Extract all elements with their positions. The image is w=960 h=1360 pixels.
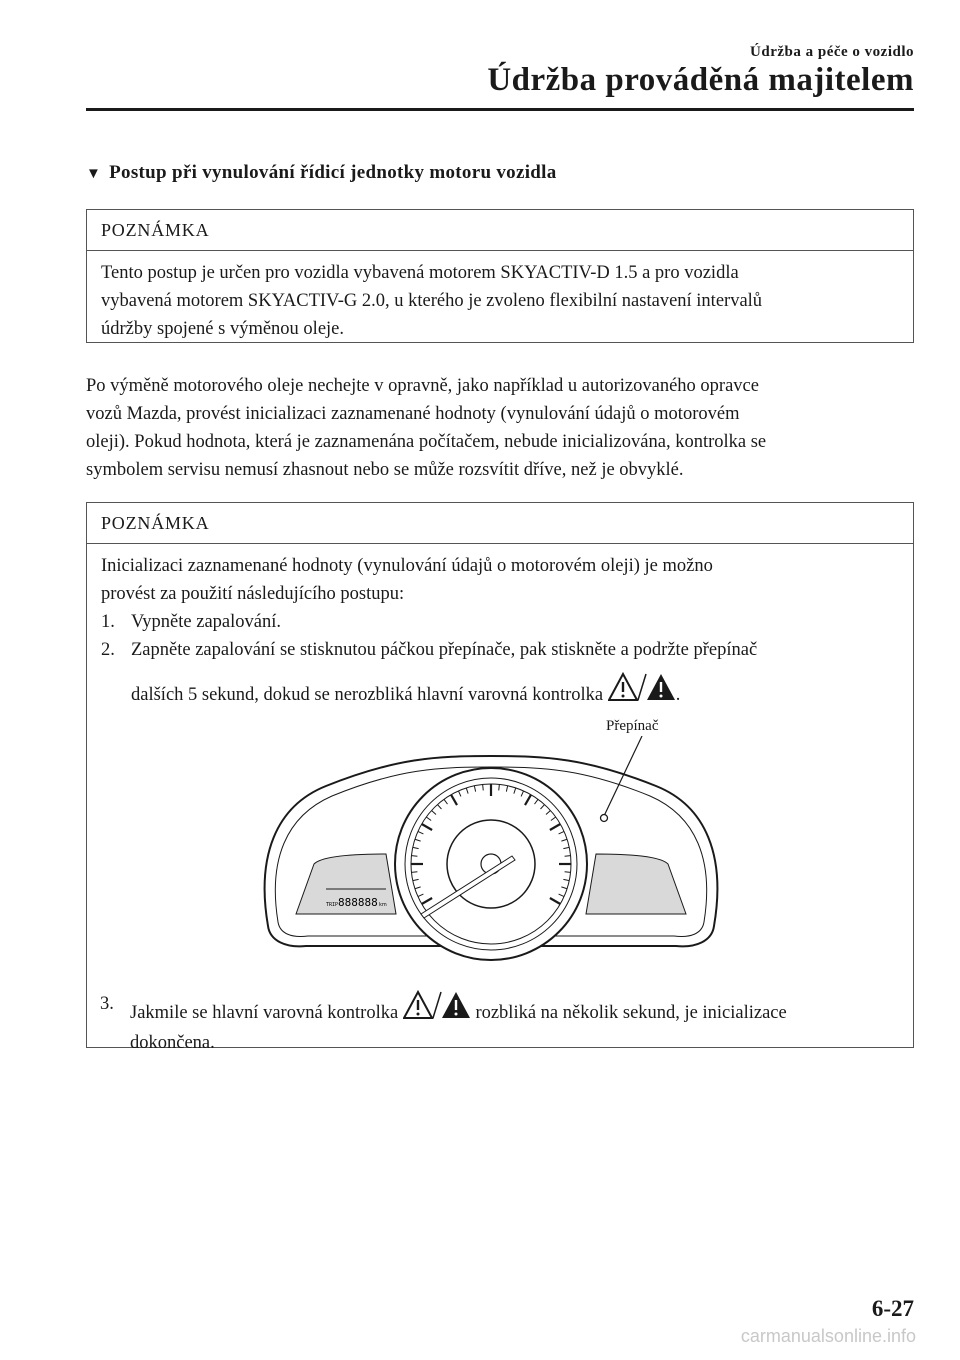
instrument-cluster-figure — [256, 736, 726, 971]
step-2 — [101, 636, 899, 711]
header-subtitle: Údržba a péče o vozidlo — [750, 44, 914, 60]
gauge-tick — [565, 856, 571, 857]
gauge-tick — [411, 856, 417, 857]
gauge-tick — [483, 784, 484, 790]
note-line: vybavená motorem SKYACTIV-G 2.0, u kterého je zvoleno flexibilní nastavení intervalů — [101, 291, 763, 311]
note-line: Inicializaci zaznamenané hodnoty (vynulování údajů o motorovém oleji) je možno — [101, 556, 713, 576]
triangle-marker-icon: ▼ — [86, 166, 102, 182]
step-number: 3. — [100, 994, 114, 1014]
gauge-tick — [565, 872, 571, 873]
watermark: carmanualsonline.info — [740, 1326, 916, 1346]
paragraph-line: Po výměně motorového oleje nechejte v opravně, jako například u autorizovaného opravce — [86, 376, 759, 396]
note-line: Tento postup je určen pro vozidla vybavená motorem SKYACTIV-D 1.5 a pro vozidla — [101, 263, 739, 283]
paragraph-line: vozů Mazda, provést inicializaci zaznamenané hodnoty (vynulování údajů o motorovém — [86, 404, 740, 424]
section-title — [86, 162, 557, 184]
body-paragraph — [86, 372, 916, 484]
switch-callout-label: Přepínač — [606, 718, 659, 734]
step-text-line1 — [130, 990, 940, 1029]
page-number: 6-27 — [871, 1296, 914, 1321]
paragraph-line: oleji). Pokud hodnota, která je zaznamenána počítačem, nebude inicializována, kontrolka se — [86, 432, 767, 452]
gauge-tick — [499, 784, 500, 790]
step-text-line2: dokončena. — [130, 1033, 215, 1053]
step-text: Zapněte zapalování se stisknutou páčkou přepínače, pak stiskněte a podržte přepínač — [131, 640, 758, 660]
step-text-line2 — [131, 672, 899, 711]
note-heading: POZNÁMKA — [87, 503, 913, 544]
step-number: 1. — [101, 612, 115, 632]
header-title: Údržba prováděná majitelem — [487, 62, 914, 98]
step-text: Jakmile se hlavní varovná kontrolka — [130, 1003, 399, 1023]
note-line: údržby spojené s výměnou oleje. — [101, 319, 345, 339]
odometer-digits: 888888 — [338, 896, 378, 909]
step-text-end: . — [675, 685, 681, 705]
odometer-prefix: TRIP — [326, 902, 339, 908]
note-heading: POZNÁMKA — [87, 210, 913, 251]
step-text: rozbliká na několik sekund, je inicializace — [475, 1003, 787, 1023]
note-line: provést za použití následujícího postupu: — [101, 584, 405, 604]
gauge-tick — [411, 872, 417, 873]
note-body — [87, 544, 913, 721]
section-title-text: Postup při vynulování řídicí jednotky motoru vozidla — [109, 162, 557, 183]
odometer-unit: km — [379, 902, 387, 908]
step-text: dalších 5 sekund, dokud se nerozbliká hlavní varovná kontrolka — [131, 685, 604, 705]
step-number: 2. — [101, 640, 115, 660]
header-rule — [86, 108, 914, 111]
step-text: Vypněte zapalování. — [131, 612, 281, 632]
master-warning-icon — [608, 672, 676, 711]
note-body — [87, 251, 913, 353]
master-warning-icon — [403, 990, 471, 1029]
step-1 — [101, 608, 899, 636]
note-box-1 — [86, 209, 914, 343]
paragraph-line: symbolem servisu nemusí zhasnout nebo se může rozsvítit dříve, než je obvyklé. — [86, 460, 684, 480]
step-3 — [100, 990, 940, 1057]
